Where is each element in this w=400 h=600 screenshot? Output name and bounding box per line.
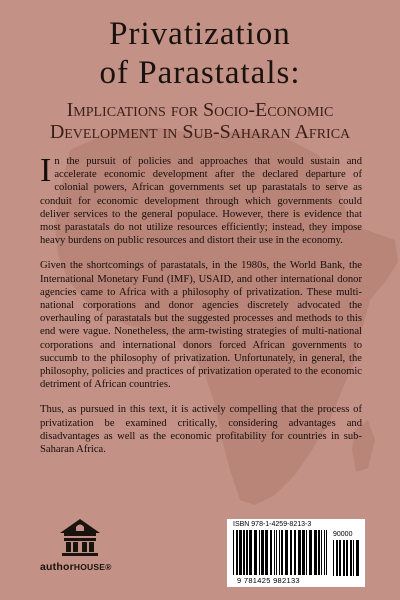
publisher-name: authorHOUSE® bbox=[40, 561, 112, 573]
barcode-bar bbox=[265, 530, 268, 575]
barcode-bar bbox=[356, 540, 359, 576]
drop-cap: I bbox=[40, 152, 52, 189]
barcode-bar bbox=[298, 530, 301, 575]
book-title-line2: of Parastatals: bbox=[99, 55, 301, 91]
barcode-bar bbox=[274, 530, 275, 575]
barcode-bar bbox=[261, 530, 264, 575]
barcode-bar bbox=[259, 530, 260, 575]
barcode-bar bbox=[246, 530, 248, 575]
barcode-bar bbox=[346, 540, 348, 576]
book-subtitle-line2: Development in Sub-Saharan Africa bbox=[49, 121, 351, 143]
barcode-bar bbox=[326, 530, 327, 575]
barcode-bar bbox=[350, 540, 352, 576]
price-code: 90000 bbox=[333, 531, 353, 538]
barcode-bar bbox=[336, 540, 338, 576]
barcode-bar bbox=[243, 530, 245, 575]
blurb-paragraph-2: Given the shortcomings of parastatals, in the 1980s, the World Bank, the International Monetary Fund (IMF), USAID, and other international donor agencies came to Africa with a philosophy of privatization. These multi-national corporations and donor agencies discretely advocated the overhauling of parastatals but the suggested processes and methods to this end were vague. Nonetheless, the arm-twisting strategies of multi-national corporations and international donors forced African governments to succumb to the philosophy of privatization. Unfortunately, in general, the philosophy, policies and practices of privatization operated to the economic detriment of African countries. bbox=[40, 260, 362, 391]
barcode-bar bbox=[276, 530, 277, 575]
barcode-bar bbox=[233, 530, 234, 575]
barcode-bar bbox=[306, 530, 307, 575]
barcode-bar bbox=[279, 530, 280, 575]
book-title-line1: Privatization bbox=[109, 16, 291, 52]
barcode-bar bbox=[294, 530, 296, 575]
barcode-bar bbox=[314, 530, 317, 575]
barcode-bar bbox=[281, 530, 283, 575]
isbn-barcode-box bbox=[227, 519, 365, 587]
barcode-bar bbox=[236, 530, 238, 575]
barcode-bar bbox=[343, 540, 345, 576]
barcode-bar bbox=[339, 540, 341, 576]
price-addon-barcode bbox=[333, 540, 361, 580]
book-subtitle-line1: Implications for Socio-Economic bbox=[66, 99, 334, 121]
barcode-bar bbox=[302, 530, 305, 575]
barcode-bar bbox=[318, 530, 320, 575]
barcode-bar bbox=[290, 530, 292, 575]
barcode-bar bbox=[270, 530, 272, 575]
barcode-bar bbox=[321, 530, 322, 575]
barcode-bar bbox=[324, 530, 325, 575]
barcode-bar bbox=[249, 530, 252, 575]
barcode-bar bbox=[239, 530, 242, 575]
ean-number: 9 781425 982133 bbox=[237, 576, 300, 585]
barcode-bar bbox=[285, 530, 288, 575]
barcode-bar bbox=[333, 540, 334, 576]
barcode-bar bbox=[254, 530, 257, 575]
ean-barcode bbox=[233, 530, 329, 575]
blurb-paragraph-1 bbox=[40, 152, 362, 247]
back-cover-blurb bbox=[40, 152, 362, 468]
publisher-logo bbox=[40, 517, 130, 577]
isbn-text: ISBN 978-1-4259-8213-3 bbox=[233, 521, 312, 528]
barcode-bar bbox=[309, 530, 312, 575]
blurb-paragraph-3: Thus, as pursued in this text, it is actively compelling that the process of privatization be examined critically, considering advantages and disadvantages as well as the economic profitability for countries in sub-Saharan Africa. bbox=[40, 404, 362, 456]
blurb-paragraph-1-text: n the pursuit of policies and approaches that would sustain and accelerate economic development after the declared departure of colonial powers, African governments set up parastatals to serve as conduit for economic development through which governments could deliver services to the general populace. However, there is evidence that most parastatals do not utilize resources efficiently; instead, they impose heavy burdens on public resources and distort their use in the economy. bbox=[40, 156, 362, 247]
barcode-bar bbox=[353, 540, 354, 576]
authorhouse-emblem-icon bbox=[58, 517, 102, 557]
